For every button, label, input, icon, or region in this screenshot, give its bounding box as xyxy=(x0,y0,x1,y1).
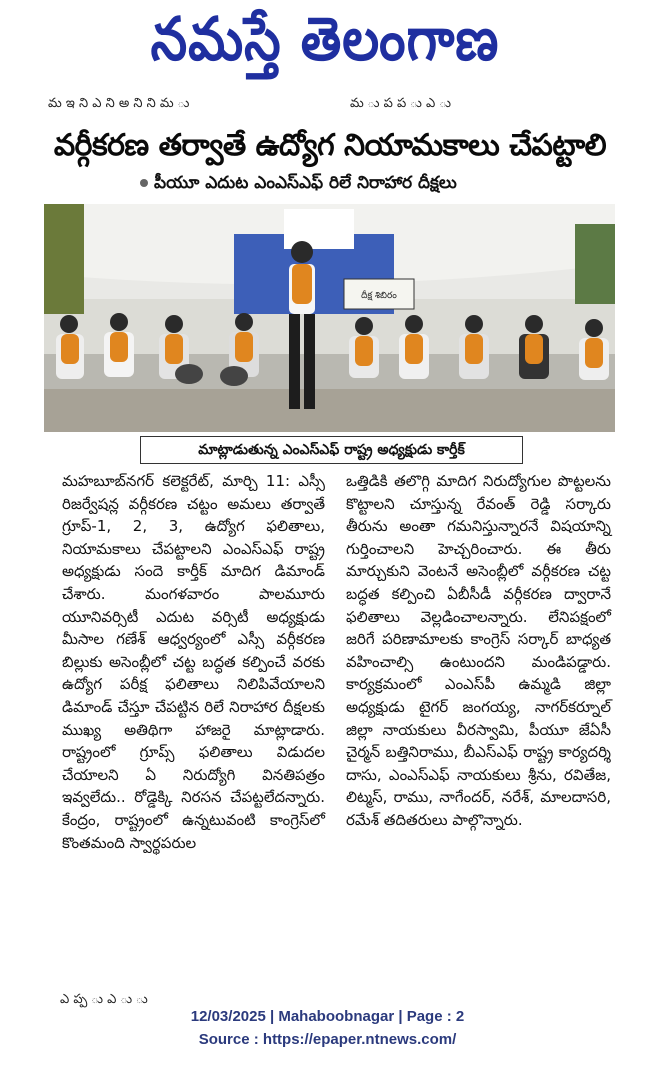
cut-text-right: మ ు ప ప ు ఎ ు xyxy=(350,96,451,111)
article-text-right: ఒత్తిడికి తలొగ్గి మాదిగ నిరుద్యోగుల పొట్టలను కొట్టాలని చూస్తున్న రేవంత్ రెడ్డి సర్కారు తీరును అంతా గమనిస్తున్నారనే విషయాన్ని గుర్తించాలని హెచ్చరించారు. ఈ తీరు మార్చుకుని వెంటనే అసెంబ్లీలో వర్గీకరణ చట్ట బద్ధత కల్పించి ఏబీసీడీ వర్గీకరణ ద్వారానే ఫలితాలు వెల్లడించాలన్నారు. లేనిపక్షంలో జరిగే పరిణామాలకు కాంగ్రెస్ సర్కార్ బాధ్యత వహించాల్సి ఉంటుందని మండిపడ్డారు. కార్యక్రమంలో ఎంఎస్‌పీ ఉమ్మడి జిల్లా అధ్యక్షుడు టైగర్ జంగయ్య, నాగర్‌కర్నూల్ జిల్లా నాయకులు వీరస్వామి, పీయూ జేఏసీ చైర్మన్ బత్తినిరాము, బీఎస్ఎఫ్ రాష్ట్ర కార్యదర్శి దాసు, ఎంఎస్‌ఎఫ్ నాయకులు శ్రీను, రవితేజ, లిట్మస్, రాము, నాగేందర్, నరేశ్, మాలదాసరి, రమేశ్ తదితరులు పాల్గొన్నారు. xyxy=(346,472,611,829)
masthead-logo: నమస్తే తెలంగాణ xyxy=(150,4,500,75)
news-photo xyxy=(44,204,615,432)
footer-date-edition: 12/03/2025 | Mahaboobnagar | Page : 2 xyxy=(190,1008,465,1025)
footer-source-link[interactable]: Source : https://epaper.ntnews.com/ xyxy=(198,1031,457,1048)
banner-text: దీక్ష శిబిరం xyxy=(361,291,397,301)
article-subhead xyxy=(140,170,457,196)
photo-illustration xyxy=(44,204,615,432)
article-text-left: మహబూబ్‌నగర్ కలెక్టరేట్, మార్చి 11: ఎస్సీ రిజర్వేషన్ల వర్గీకరణ చట్టం అమలు తర్వాతే గ్రూప్-1, 2, 3, ఉద్యోగ ఫలితాలు, నియామకాలు చేపట్టాలని ఎంఎస్‌ఎఫ్ రాష్ట్ర అధ్యక్షుడు సందె కార్తీక్ మాదిగ డిమాండ్ చేశారు. మంగళవారం పాలమూరు యూనివర్సిటీ ఎదుట వర్సిటీ అధ్యక్షుడు మీసాల గణేశ్ ఆధ్వర్యంలో ఎస్సీ వర్గీకరణ బిల్లుకు అసెంబ్లీలో చట్ట బద్ధత కల్పించే వరకు ఉద్యోగ పరీక్ష ఫలితాలు నిలిపివేయాలని డిమాండ్ చేస్తూ చేపట్టిన రిలే నిరాహార దీక్షలకు ముఖ్య అతిథిగా హాజరై మాట్లాడారు. రాష్ట్రంలో గ్రూప్స్ ఫలితాలు విడుదల చేయాలని ఏ నిరుద్యోగి వినతిపత్రం ఇవ్వలేదు.. రోడ్డెక్కి నిరసన చేపట్టలేదన్నారు. కేంద్రం, రాష్ట్రంలో ఉన్నటువంటి కాంగ్రెస్‌లో కొంతమంది స్వార్థపరుల xyxy=(62,472,325,852)
bullet-icon xyxy=(140,179,148,187)
cut-text-bottom: ఎ ప్ప ు ఎ ు ు xyxy=(60,992,148,1007)
cut-text-left: మ ఇ ని ఎ ని అ ని ని మ ు xyxy=(48,96,190,111)
subhead-text: పీయూ ఎదుట ఎంఎస్‌ఎఫ్ రిలే నిరాహార దీక్షలు xyxy=(154,173,457,193)
photo-caption: మాట్లాడుతున్న ఎంఎస్‌ఎఫ్ రాష్ట్ర అధ్యక్షుడు కార్తీక్ xyxy=(140,436,523,464)
article-column-left xyxy=(62,470,325,854)
article-headline: వర్గీకరణ తర్వాతే ఉద్యోగ నియామకాలు చేపట్టాలి xyxy=(53,128,607,163)
article-column-right xyxy=(346,470,611,832)
